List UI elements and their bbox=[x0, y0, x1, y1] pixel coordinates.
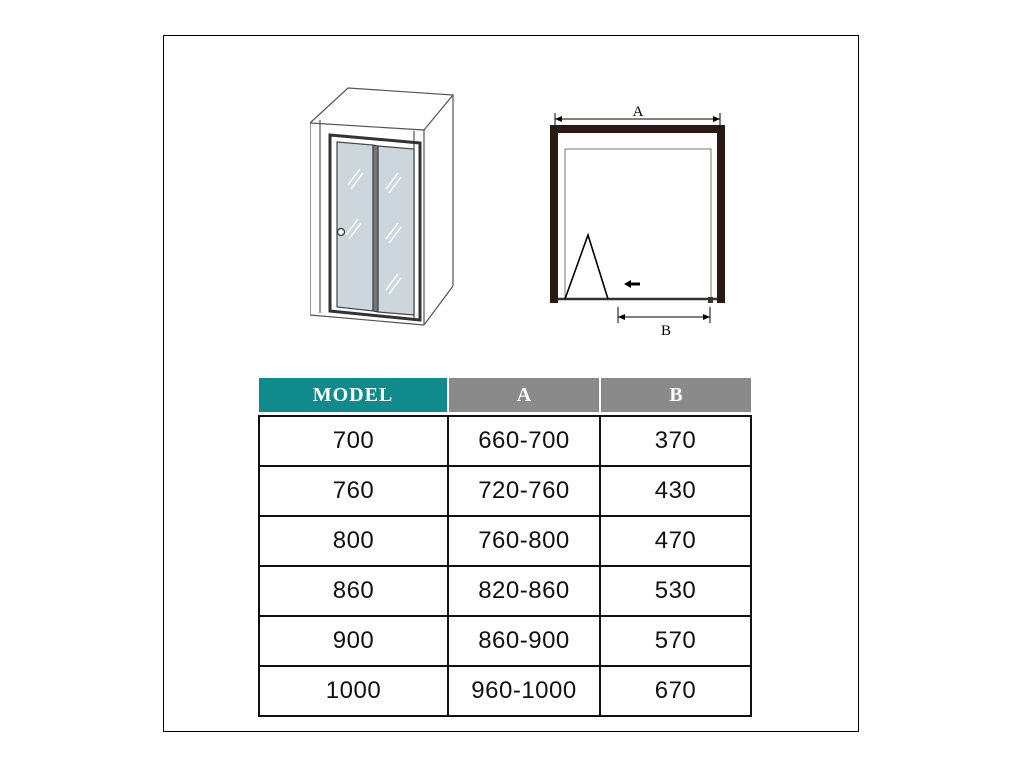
table-header-row bbox=[259, 378, 751, 412]
a-cell: 960-1000 bbox=[448, 666, 600, 716]
table-row bbox=[259, 566, 751, 616]
a-cell: 760-800 bbox=[448, 516, 600, 566]
table-row bbox=[259, 466, 751, 516]
model-cell: 760 bbox=[259, 466, 448, 516]
dimension-a-label: A bbox=[632, 104, 644, 120]
model-cell: 700 bbox=[259, 416, 448, 466]
shower-enclosure-illustration bbox=[310, 85, 470, 335]
b-cell: 470 bbox=[600, 516, 751, 566]
model-cell: 900 bbox=[259, 616, 448, 666]
b-cell: 370 bbox=[600, 416, 751, 466]
b-cell: 570 bbox=[600, 616, 751, 666]
plan-view-diagram bbox=[540, 95, 730, 345]
a-cell: 820-860 bbox=[448, 566, 600, 616]
dimension-b-label: B bbox=[660, 323, 672, 339]
header-a: A bbox=[448, 378, 600, 412]
b-cell: 430 bbox=[600, 466, 751, 516]
table-row bbox=[259, 416, 751, 466]
size-table bbox=[258, 378, 752, 717]
b-cell: 670 bbox=[600, 666, 751, 716]
table-row bbox=[259, 666, 751, 716]
b-cell: 530 bbox=[600, 566, 751, 616]
header-model: MODEL bbox=[259, 378, 448, 412]
a-cell: 860-900 bbox=[448, 616, 600, 666]
a-cell: 660-700 bbox=[448, 416, 600, 466]
model-cell: 1000 bbox=[259, 666, 448, 716]
door-handle bbox=[338, 229, 345, 236]
model-cell: 860 bbox=[259, 566, 448, 616]
table-row bbox=[259, 516, 751, 566]
header-b: B bbox=[600, 378, 751, 412]
table-row bbox=[259, 616, 751, 666]
a-cell: 720-760 bbox=[448, 466, 600, 516]
model-cell: 800 bbox=[259, 516, 448, 566]
